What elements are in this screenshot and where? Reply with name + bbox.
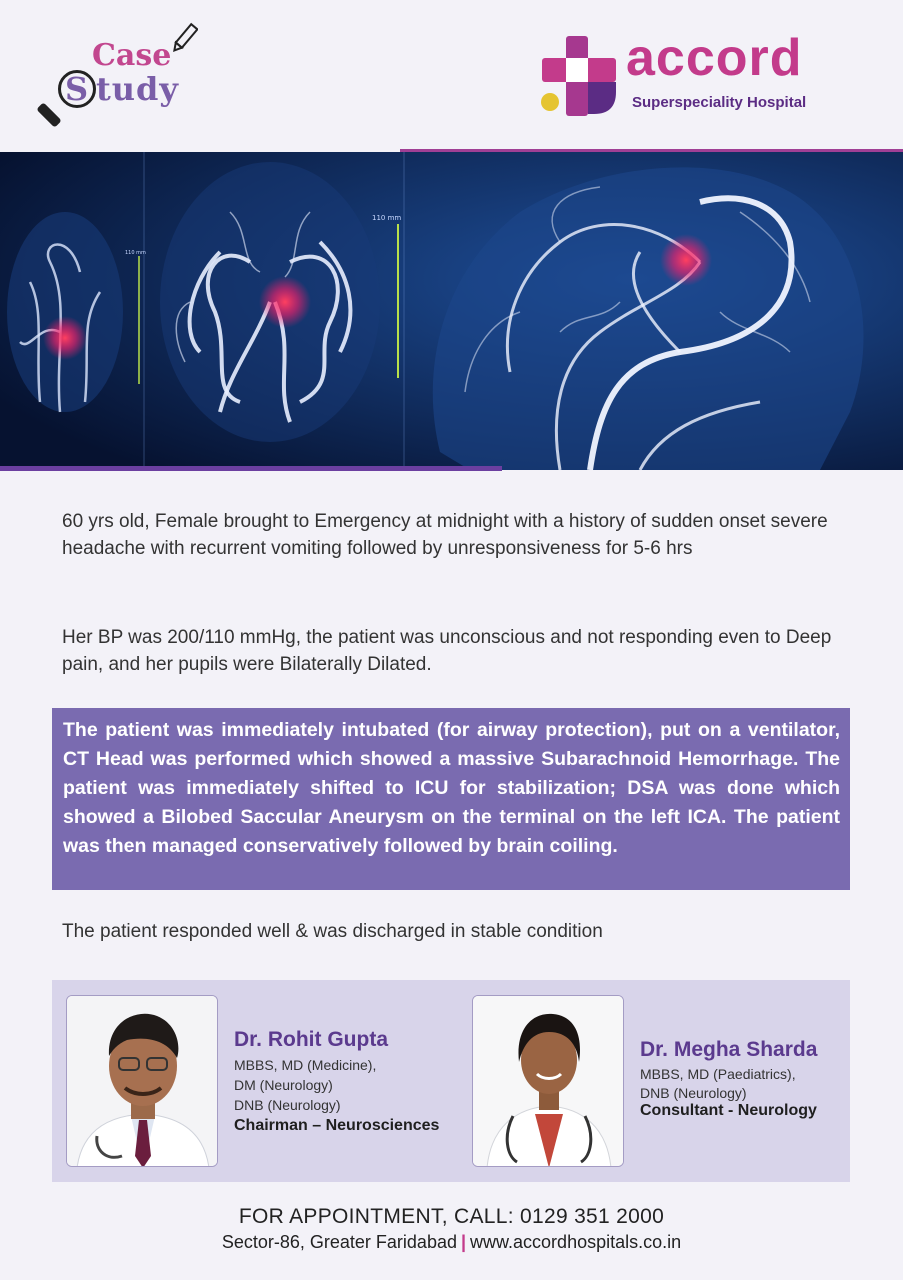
pencil-icon <box>170 22 198 56</box>
doctor-name: Dr. Megha Sharda <box>640 1038 818 1061</box>
accord-logo <box>538 29 858 116</box>
doctor-qualification: DNB (Neurology) <box>640 1085 747 1101</box>
appointment-line: FOR APPOINTMENT, CALL: 0129 351 2000 <box>238 1205 665 1228</box>
doctor-qualification: MBBS, MD (Medicine), <box>234 1057 377 1073</box>
study-initial: S <box>64 70 90 108</box>
doctor-qualification: DM (Neurology) <box>234 1077 333 1093</box>
doctor-photo-megha-sharda <box>472 995 624 1167</box>
outcome-paragraph: The patient responded well & was discharged in stable condition <box>62 921 603 942</box>
address: Sector-86, Greater Faridabad <box>221 1232 457 1252</box>
doctors-panel <box>52 980 850 1182</box>
doctor-qualification: MBBS, MD (Paediatrics), <box>640 1066 796 1082</box>
case-history-paragraph: 60 yrs old, Female brought to Emergency at midnight with a history of sudden onset severe headache with recurrent vomiting followed by unresponsiveness for 5-6 hrs <box>62 511 828 559</box>
doctor-name: Dr. Rohit Gupta <box>234 1028 388 1051</box>
address-separator: | <box>460 1232 467 1252</box>
doctor-role: Consultant - Neurology <box>640 1102 817 1119</box>
doctor-qualification: DNB (Neurology) <box>234 1097 341 1113</box>
website-link[interactable]: www.accordhospitals.co.in <box>470 1232 682 1252</box>
study-rest: tudy <box>96 70 180 108</box>
doctor-role: Chairman – Neurosciences <box>234 1117 440 1134</box>
banner-accent-bottom <box>0 466 502 471</box>
brand-name: accord <box>626 29 803 87</box>
accord-cross-icon <box>538 36 618 116</box>
avatar <box>67 996 218 1167</box>
scale-label-2: 110 mm <box>372 214 402 222</box>
magnifier-icon <box>58 70 96 108</box>
scale-label-1: 110 mm <box>125 250 146 256</box>
study-word <box>58 70 179 108</box>
angiography-banner-image <box>0 152 903 470</box>
brand-subtitle: Superspeciality Hospital <box>632 94 807 111</box>
doctor-photo-rohit-gupta <box>66 995 218 1167</box>
avatar <box>473 996 624 1167</box>
vitals-paragraph: Her BP was 200/110 mmHg, the patient was unconscious and not responding even to Deep pain, and her pupils were Bilaterally Dilated. <box>62 627 832 675</box>
case-word: Case <box>92 38 172 73</box>
treatment-highlight-box: The patient was immediately intubated (for airway protection), put on a ventilator, CT Head was performed which showed a massive Subarachnoid Hemorrhage. The patient was immediately shifted to ICU for stabilization; DSA was done which showed a Bilobed Saccular Aneurysm on the terminal on the left ICA. The patient was then managed conservatively followed by brain coiling. <box>52 708 850 890</box>
brain-angiogram <box>0 152 903 470</box>
case-study-logo <box>44 22 204 132</box>
address-line <box>0 1232 903 1253</box>
